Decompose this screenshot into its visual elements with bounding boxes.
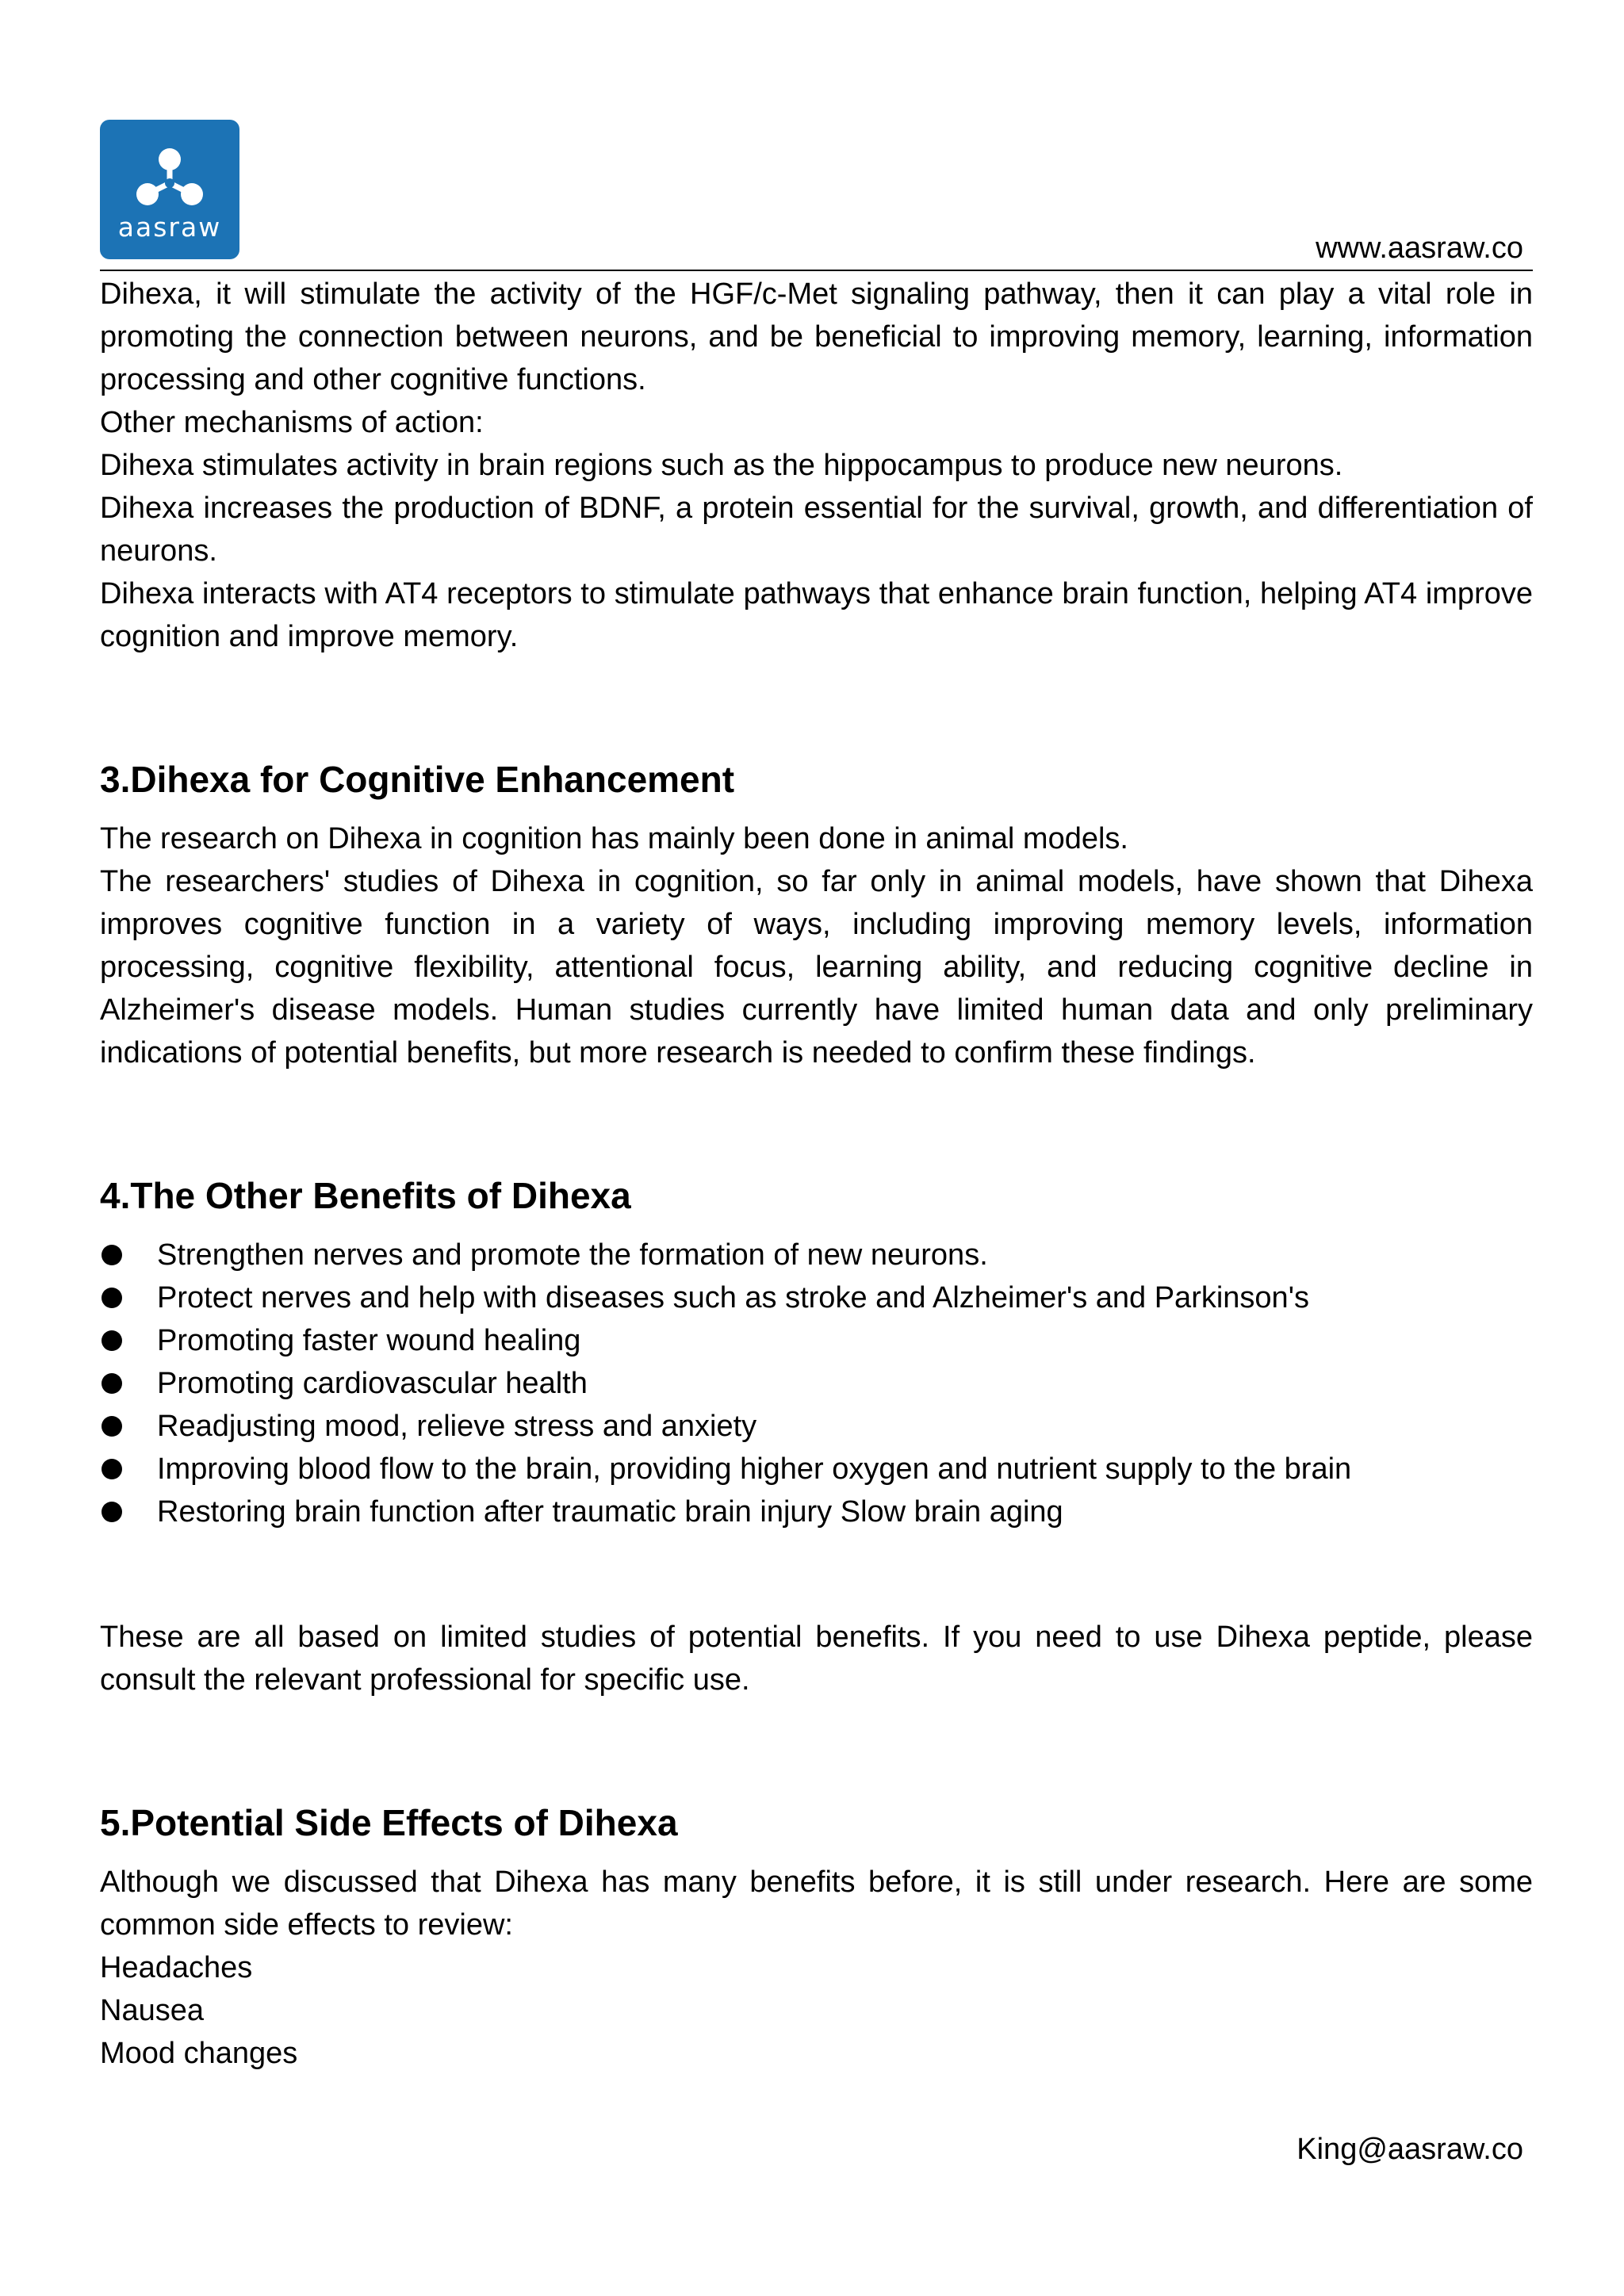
list-item [100,1448,1533,1490]
list-item [100,1362,1533,1405]
side-effect-item: Headaches [100,1951,253,1984]
molecule-icon [132,144,208,210]
section-heading: 5.Potential Side Effects of Dihexa [100,1802,678,1843]
list-item [100,1276,1533,1319]
intro-paragraph: Dihexa stimulates activity in brain regions such as the hippocampus to produce new neurons. [100,449,1343,482]
list-item-text: Improving blood flow to the brain, providing higher oxygen and nutrient supply to the brain [157,1452,1352,1486]
document-body [100,273,1533,2075]
section-paragraph: The research on Dihexa in cognition has mainly been done in animal models. [100,822,1128,855]
intro-paragraph: Dihexa interacts with AT4 receptors to stimulate pathways that enhance brain function, helping AT4 improve cognition and improve memory. [100,577,1533,653]
header-divider [100,270,1533,271]
benefits-list [100,1234,1533,1533]
bullet-icon [102,1330,122,1351]
intro-paragraph: Dihexa increases the production of BDNF, a protein essential for the survival, growth, and differentiation of neurons. [100,492,1533,568]
intro-paragraph: Dihexa, it will stimulate the activity of the HGF/c-Met signaling pathway, then it can play a vital role in promoting the connection between neurons, and be beneficial to improving memory, learning, information processing and other cognitive functions. [100,277,1533,396]
section-heading: 4.The Other Benefits of Dihexa [100,1175,631,1216]
bullet-icon [102,1502,122,1522]
section-heading: 3.Dihexa for Cognitive Enhancement [100,759,735,800]
list-item-text: Readjusting mood, relieve stress and anxiety [157,1410,757,1443]
section-paragraph: The researchers' studies of Dihexa in cognition, so far only in animal models, have shown that Dihexa improves cognitive function in a variety of ways, including improving memory levels, information processing, cognitive flexibility, attentional focus, learning ability, and reducing cognitive decline in Alzheimer's disease models. Human studies currently have limited human data and only preliminary indications of potential benefits, but more research is needed to confirm these findings. [100,865,1533,1070]
bullet-icon [102,1288,122,1308]
intro-paragraph: Other mechanisms of action: [100,406,484,439]
list-item-text: Promoting faster wound healing [157,1324,581,1357]
list-item-text: Protect nerves and help with diseases such as stroke and Alzheimer's and Parkinson's [157,1281,1309,1314]
brand-logo [100,120,239,259]
contact-email[interactable]: King@aasraw.co [1297,2133,1523,2166]
site-url[interactable]: www.aasraw.co [1316,232,1523,265]
bullet-icon [102,1245,122,1265]
section-paragraph: Although we discussed that Dihexa has many benefits before, it is still under research. Here are some common side effects to review: [100,1866,1533,1942]
bullet-icon [102,1459,122,1479]
list-item [100,1319,1533,1362]
benefits-note: These are all based on limited studies of potential benefits. If you need to use Dihexa peptide, please consult the relevant professional for specific use. [100,1621,1533,1697]
list-item-text: Restoring brain function after traumatic brain injury Slow brain aging [157,1495,1063,1529]
list-item [100,1234,1533,1276]
list-item-text: Strengthen nerves and promote the formation of new neurons. [157,1238,988,1272]
list-item-text: Promoting cardiovascular health [157,1367,588,1400]
side-effect-item: Mood changes [100,2037,298,2070]
bullet-icon [102,1373,122,1394]
bullet-icon [102,1416,122,1437]
list-item [100,1405,1533,1448]
side-effect-item: Nausea [100,1994,204,2027]
logo-wordmark: aasraw [117,212,222,243]
list-item [100,1490,1533,1533]
